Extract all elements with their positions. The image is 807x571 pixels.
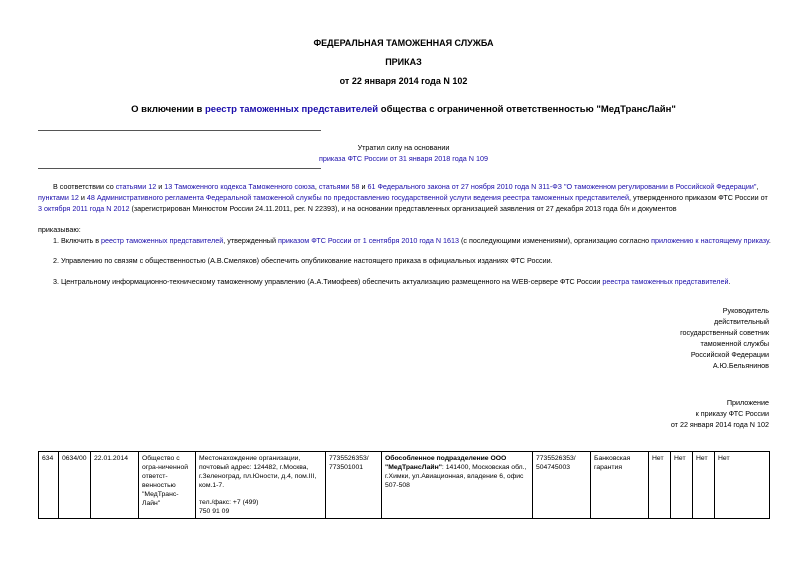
agency-name: ФЕДЕРАЛЬНАЯ ТАМОЖЕННАЯ СЛУЖБА [313, 38, 494, 48]
registry-table [38, 451, 770, 519]
preamble-text: , [756, 182, 759, 191]
preamble-text: и [156, 182, 165, 191]
preamble-line-3 [38, 204, 769, 215]
signature-line: А.Ю.Бельянинов [712, 361, 769, 370]
signature-line: таможенной службы [700, 339, 769, 348]
repeal-order-link[interactable]: приказа ФТС России от 31 января 2018 года N 109 [319, 154, 488, 163]
table-row [39, 452, 770, 519]
appendix-header [671, 397, 769, 430]
signature-line: Руководитель [722, 306, 769, 315]
preamble-text: и [359, 182, 368, 191]
cell-flag: Нет [671, 452, 693, 519]
cell-address [196, 452, 326, 519]
customs-code-link[interactable]: 13 Таможенного кодекса Таможенного союза [164, 182, 315, 191]
signature-line: государственный советник [680, 328, 769, 337]
cell-registry-number: 0634/00 [59, 452, 91, 519]
registry-link-2[interactable]: реестра таможенных представителей [602, 277, 729, 286]
preamble-line-1 [53, 182, 769, 193]
preamble-line-2 [38, 193, 769, 204]
article-12-link[interactable]: статьями 12 [115, 182, 157, 191]
clause-12-link[interactable]: пунктами 12 [38, 193, 79, 202]
cell-date: 22.01.2014 [91, 452, 139, 519]
phone-text: тел./факс: +7 (499) 750 91 09 [199, 499, 259, 515]
preamble-text: и [78, 193, 87, 202]
cell-guarantee: Банковская гарантия [591, 452, 649, 519]
address-text: Местонахождение организации, почтовый адрес: 124482, г.Москва, г.Зеленоград, пл.Юности, д.4, пом.III, ком.1-7. [199, 455, 317, 489]
signature-block [680, 305, 769, 371]
admin-regulation-link[interactable]: 48 Административного регламента Федеральной таможенной службы по предоставлению государственной услуги ведения реестра таможенных представителей [86, 193, 629, 202]
article-58-link[interactable]: статьями 58 [318, 182, 360, 191]
item-text: 1. Включить в [53, 236, 102, 245]
document-title [0, 104, 807, 115]
cell-branch-inn-kpp: 7735526353/ 504745003 [533, 452, 591, 519]
signature-line: действительный [714, 317, 769, 326]
title-text-2: общества с ограниченной ответственностью "МедТрансЛайн" [378, 104, 676, 115]
cell-branch [382, 452, 533, 519]
branch-name: Обособленное подразделение ООО "МедТрансЛайн" [385, 455, 507, 471]
order-item-3 [53, 277, 731, 288]
cell-number: 634 [39, 452, 59, 519]
appendix-line: Приложение [726, 398, 769, 407]
cell-inn-kpp: 7735526353/ 773501001 [326, 452, 382, 519]
item-text: (с последующими изменениями), организацию согласно [459, 236, 652, 245]
status-link-line [0, 154, 807, 165]
preamble-text: , [314, 182, 319, 191]
appendix-link[interactable]: приложению к настоящему приказу [651, 236, 769, 245]
top-divider [38, 130, 321, 131]
cell-flag: Нет [715, 452, 770, 519]
item-text: , утвержденный [223, 236, 278, 245]
item-text: . [728, 277, 731, 286]
status-line: Утратил силу на основании [357, 143, 450, 152]
order-item-2: 2. Управлению по связям с общественностью (А.В.Смеляков) обеспечить опубликование настоящего приказа в официальных изданиях ФТС России. [53, 256, 553, 265]
item-text: . [768, 236, 771, 245]
order-word: приказываю: [38, 225, 81, 234]
cell-organization: Общество с огра-ниченной ответст-венностью "МедТранс-Лайн" [139, 452, 196, 519]
appendix-line: к приказу ФТС России [695, 409, 769, 418]
federal-law-link[interactable]: 61 Федерального закона от 27 ноября 2010 года N 311-ФЗ "О таможенном регулировании в Российской Федерации" [367, 182, 757, 191]
item-text: 3. Центральному информационно-техническому таможенному управлению (А.А.Тимофеев) обеспечить актуализацию размещенного на WEB-сервере ФТС России [53, 277, 603, 286]
registry-link[interactable]: реестр таможенных представителей [101, 236, 224, 245]
signature-line: Российской Федерации [690, 350, 769, 359]
order-item-1 [53, 236, 771, 247]
preamble-text: В соответствии со [53, 182, 116, 191]
appendix-line: от 22 января 2014 года N 102 [670, 420, 769, 429]
cell-flag: Нет [693, 452, 715, 519]
cell-flag: Нет [649, 452, 671, 519]
status-divider [38, 168, 321, 169]
title-text-1: О включении в [131, 104, 205, 115]
preamble-text: , утвержденного приказом ФТС России от [629, 193, 768, 202]
order-1613-link[interactable]: приказом ФТС России от 1 сентября 2010 года N 1613 [277, 236, 460, 245]
branch-address: : 141400, Московская обл., г.Химки, ул.Авиационная, владение 6, офис 507-508 [385, 464, 527, 489]
title-registry-link[interactable]: реестр таможенных представителей [204, 104, 379, 115]
document-date-number: от 22 января 2014 года N 102 [339, 76, 468, 86]
preamble-text: (зарегистрирован Минюстом России 24.11.2011, рег. N 22393), и на основании представленных организацией заявления от 27 декабря 2013 года б/н и документов [129, 204, 677, 213]
order-2012-link[interactable]: 3 октября 2011 года N 2012 [38, 204, 130, 213]
document-type: ПРИКАЗ [385, 57, 422, 67]
